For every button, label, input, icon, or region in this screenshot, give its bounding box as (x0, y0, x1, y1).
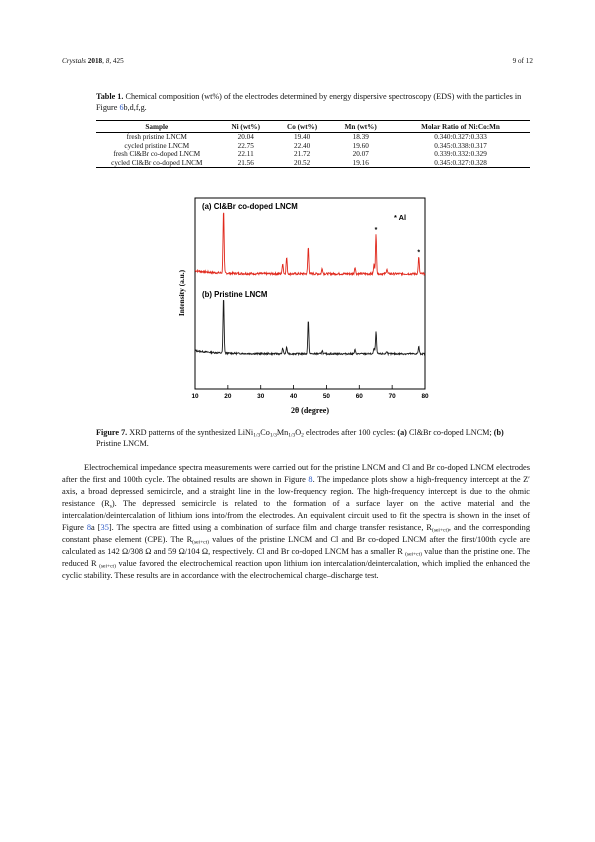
paragraph-text: ). The depressed semicircle is related to the formation of a surface layer on the active material and the intercalation/deintercalation of lithium ions into/from the electrodes. An equivalent circuit used to fit the spectra is shown in the inset of Figure (62, 498, 530, 532)
legend-al: * Al (394, 213, 407, 222)
paragraph-sub: (sei+ct) (432, 527, 449, 534)
paragraph-text: values of the pristine LNCM and Cl and Br co-doped LNCM after the first/100th cycle are calculated as 142 Ω/308 Ω and 59 Ω/104 Ω, respectively. Cl and Br co-doped LNCM has a smaller R (62, 534, 530, 556)
table-cell: 0.340:0.327:0.333 (434, 133, 487, 142)
caption-sub: 1/3 (269, 432, 277, 439)
column-header-ni: Ni (wt%) (231, 123, 260, 131)
article-number: 425 (112, 57, 124, 65)
table-cell: 20.52 (294, 158, 311, 167)
table-cell: fresh pristine LNCM (126, 133, 187, 142)
journal-name: Crystals (62, 57, 86, 65)
x-axis-ticks (191, 385, 429, 400)
figure-link-6[interactable]: 6 (119, 102, 124, 112)
column-header-sample: Sample (145, 123, 169, 131)
figure-link-8[interactable]: 8 (308, 474, 313, 484)
table-cell: 21.72 (294, 150, 311, 159)
table-cell: 20.04 (237, 133, 254, 142)
caption-sub: 2 (301, 432, 304, 439)
figure-caption (96, 428, 530, 449)
paragraph-text: , and the corresponding constant phase element (CPE). The R (62, 522, 530, 544)
table-cell: 0.339:0.332:0.329 (434, 150, 487, 159)
caption-text: Pristine LNCM. (96, 438, 149, 448)
x-tick-label: 10 (191, 393, 199, 400)
table-cell: cycled pristine LNCM (124, 141, 190, 150)
paragraph-sub: (sei+ct) (405, 551, 422, 558)
caption-text: XRD patterns of the synthesized LiNi (129, 428, 254, 437)
paragraph-text: value than the pristine one. The reduced R (62, 546, 531, 568)
paragraph-sub: s (109, 503, 112, 510)
caption-text: O (295, 428, 302, 437)
table-cell: 21.56 (237, 158, 254, 167)
running-header-citation: Crystals 2018, 8, 425 (62, 57, 124, 65)
series-label-a: (a) Cl&Br co-doped LNCM (202, 202, 298, 211)
table-cell: 18.39 (352, 133, 369, 142)
caption-text: electrodes after 100 cycles: (303, 428, 398, 437)
table-row (96, 142, 530, 150)
x-tick-label: 60 (355, 393, 363, 400)
paragraph-sub: (sei+ct) (192, 539, 209, 546)
x-tick-label: 30 (257, 393, 265, 400)
x-axis-label: 2θ (degree) (290, 406, 330, 415)
xrd-trace-b (195, 300, 425, 354)
caption-panel-label: (a) (397, 428, 407, 437)
journal-volume: 8 (105, 57, 110, 65)
caption-text: Co (260, 428, 270, 437)
figure-caption-label: Figure 7. (96, 428, 128, 437)
x-tick-label: 50 (322, 393, 330, 400)
journal-year: 2018 (87, 57, 103, 65)
table-cell: 22.75 (237, 141, 254, 150)
table-cell: 0.345:0.327:0.328 (434, 158, 487, 167)
paragraph-text: . The impedance plots show a high-frequency intercept at the Z′ axis, a broad depressed semicircle, and a straight line in the low-frequency region. The high-frequency intercept is due to the ohmic resistance (R (62, 474, 530, 508)
citation-link-35[interactable]: 35 (100, 522, 109, 532)
table-cell: 0.345:0.338:0.317 (434, 141, 487, 150)
table-caption (96, 92, 530, 113)
table-cell: fresh Cl&Br co-doped LNCM (113, 150, 201, 159)
table-row (96, 150, 530, 158)
al-peak-star-marker: * (374, 226, 378, 234)
x-tick-label: 40 (290, 393, 298, 400)
table-cell: cycled Cl&Br co-doped LNCM (111, 158, 203, 167)
column-header-co: Co (wt%) (287, 123, 318, 131)
al-peak-star-marker: * (417, 249, 421, 257)
table-row (96, 133, 530, 142)
table-cell: 20.07 (352, 150, 369, 159)
paragraph-text: ]. The spectra are fitted using a combination of surface film and charge transfer resistance, R (108, 522, 432, 532)
table-row (96, 159, 530, 168)
column-header-mn: Mn (wt%) (344, 123, 377, 131)
composition-table (96, 120, 530, 168)
table-cell: 19.16 (352, 158, 369, 167)
x-tick-label: 20 (224, 393, 232, 400)
paragraph-text: a [ (91, 522, 101, 532)
x-tick-label: 70 (388, 393, 396, 400)
table-cell: 19.60 (352, 141, 369, 150)
table-cell: 22.40 (294, 141, 311, 150)
xrd-traces (195, 213, 425, 355)
caption-panel-label: (b) (493, 428, 504, 437)
xrd-trace-a (195, 213, 425, 275)
table-caption-tail: b,d,f,g. (123, 102, 147, 112)
table-cell: 19.40 (294, 133, 311, 142)
caption-text: Mn (276, 428, 289, 437)
table-caption-label: Table 1. (96, 92, 124, 101)
table-caption-text: Chemical composition (wt%) of the electrodes determined by energy dispersive spectroscopy (EDS) with the particles in Figure (96, 92, 522, 112)
paragraph-text: value favored the electrochemical reaction upon lithium ion intercalation/deintercalation, which implied the enhanced the cyclic stability. These results are in accordance with the electrochemical charge–discharge test. (62, 558, 530, 580)
caption-sub: 1/3 (253, 432, 261, 439)
table-cell: 22.11 (237, 150, 254, 159)
caption-text: Cl&Br co-doped LNCM; (406, 428, 494, 437)
paragraph-text: Electrochemical impedance spectra measurements were carried out for the pristine LNCM and Cl and Br co-doped LNCM electrodes after the first and 100th cycle. The obtained results are shown in Figure (62, 463, 530, 484)
figure-link-8a[interactable]: 8 (86, 522, 91, 532)
body-paragraph (62, 462, 530, 582)
page-number: 9 of 12 (512, 57, 533, 65)
column-header-ratio: Molar Ratio of Ni:Co:Mn (421, 123, 500, 131)
caption-sub: 1/3 (288, 432, 296, 439)
paragraph-sub: (sei+ct) (99, 563, 116, 570)
table-header-row (96, 121, 530, 133)
y-axis-label: Intensity (a.u.) (177, 269, 186, 317)
series-label-b: (b) Pristine LNCM (202, 290, 268, 299)
x-tick-label: 80 (421, 393, 429, 400)
xrd-pattern-chart (170, 193, 430, 419)
